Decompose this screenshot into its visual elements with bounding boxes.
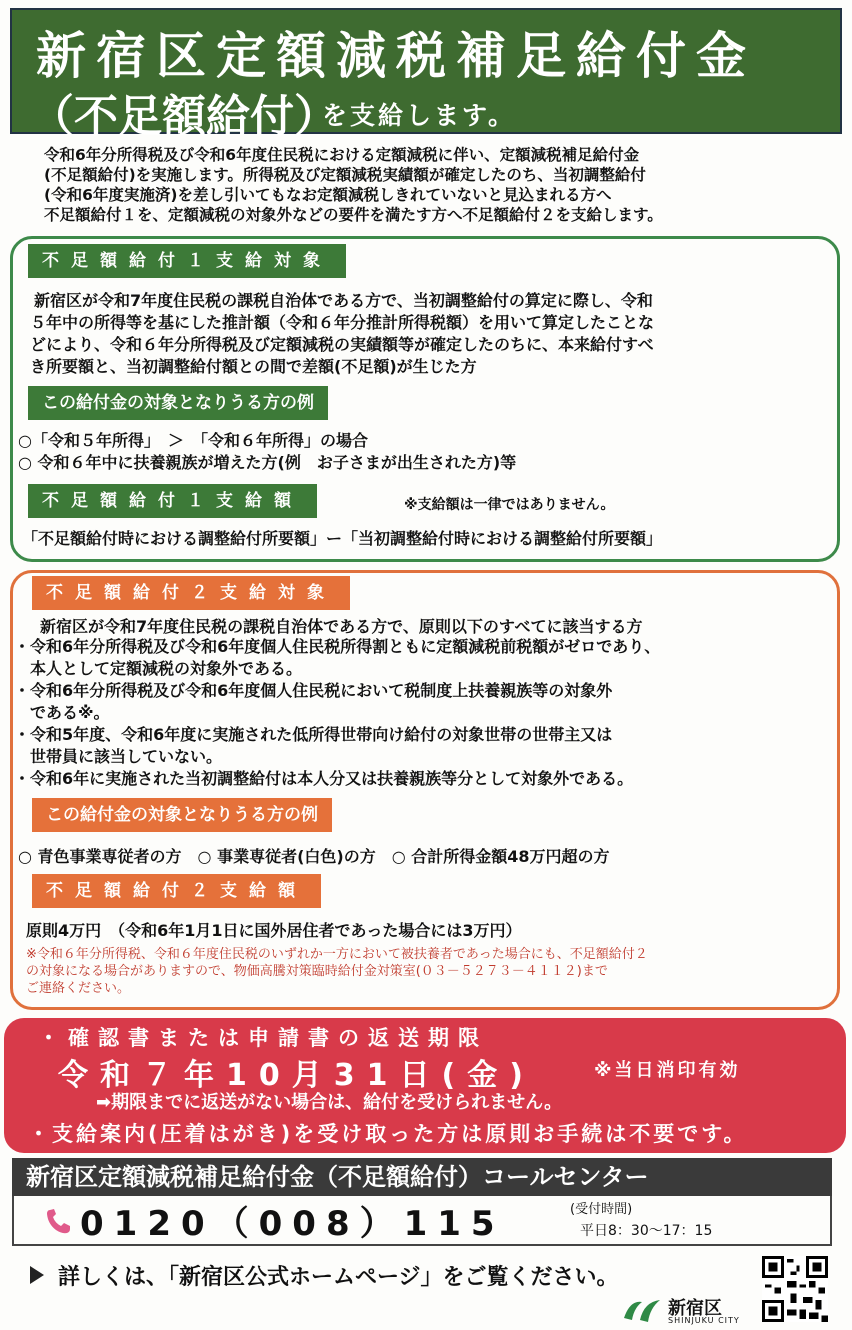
deadline-warning: ➡期限までに返送がない場合は、給付を受けられません。	[96, 1092, 563, 1113]
section2-tag: 不足額給付２支給対象	[32, 576, 350, 610]
hours-label: (受付時間)	[570, 1202, 633, 1217]
condition-line: である※。	[14, 703, 110, 722]
section2-conditions	[14, 636, 660, 790]
condition-line: ・令和6年に実施された当初調整給付は本人分又は扶養親族等分として対象外である。	[14, 769, 634, 788]
qr-code-icon[interactable]	[762, 1256, 828, 1322]
section1-amount-tag: 不足額給付１支給額	[28, 484, 317, 518]
hours-value: 平日8：30～17：15	[580, 1223, 713, 1239]
section1-body-line: ５年中の所得等を基にした推計額（令和６年分推計所得税額）を用いて算定したことな	[30, 313, 655, 332]
note-line: の対象になる場合がありますので、物価高騰対策臨時給付金対策室(０３－５２７３－４１１２)まで	[26, 964, 608, 979]
section1-amount-note: ※支給額は一律ではありません。	[404, 497, 615, 513]
condition-line: ・令和6年分所得税及び令和6年度個人住民税所得割ともに定額減税前税額がゼロであり、	[14, 637, 661, 656]
section2-examples: ○ 青色事業専従者の方 ○ 事業専従者(白色)の方 ○ 合計所得金額48万円超の方	[18, 847, 610, 866]
section1-body	[30, 290, 654, 378]
example-item: ○「令和５年所得」 ＞ 「令和６年所得」の場合	[18, 431, 368, 450]
section2-example-tag: この給付金の対象となりうる方の例	[32, 798, 332, 832]
section1-body-line: どにより、令和６年分所得税及び定額減税の実績額等が確定したのちに、本来給付すべ	[30, 335, 654, 354]
intro-line: 不足額給付１を、定額減税の対象外などの要件を満たす方へ不足額給付２を支給します。	[44, 206, 663, 224]
page-subtitle-suffix: を支給します。	[322, 101, 517, 130]
callcenter-title: 新宿区定額減税補足給付金（不足額給付）コールセンター	[12, 1158, 832, 1196]
intro-line: (令和6年度実施済)を差し引いてもなお定額減税しきれていないと見込まれる方へ	[44, 186, 612, 204]
note-line: ※令和６年分所得税、令和６年度住民税のいずれか一方において被扶養者であった場合にも、不足額給付２	[26, 947, 648, 962]
homepage-link[interactable]: 詳しくは、「新宿区公式ホームページ」をご覧ください。	[58, 1265, 619, 1290]
note-line: ご連絡ください。	[26, 981, 131, 996]
page-title: 新宿区定額減税補足給付金	[36, 27, 756, 85]
page-subtitle: （不足額給付）	[30, 91, 338, 142]
deadline-date: 令和７年10月31日(金)	[58, 1058, 535, 1093]
logo-text: 新宿区	[668, 1298, 722, 1319]
section1-body-line: き所要額と、当初調整給付額との間で差額(不足額)が生じた方	[30, 357, 477, 376]
section2-amount: 原則4万円 （令和6年1月1日に国外居住者であった場合には3万円）	[26, 921, 522, 940]
deadline-notice: ・支給案内(圧着はがき)を受け取った方は原則お手続は不要です。	[28, 1122, 748, 1146]
header-banner	[10, 8, 842, 142]
section1-example-tag: この給付金の対象となりうる方の例	[28, 386, 328, 420]
intro-paragraph	[44, 145, 824, 225]
deadline-heading: ・確認書または申請書の返送期限	[38, 1026, 488, 1050]
condition-line: ・令和6年分所得税及び令和6年度個人住民税において税制度上扶養親族等の対象外	[14, 681, 613, 700]
section1-formula: 「不足額給付時における調整給付所要額」ー「当初調整給付時における調整給付所要額」	[22, 529, 663, 548]
section2-lead: 新宿区が令和7年度住民税の課税自治体である方で、原則以下のすべてに該当する方	[40, 617, 643, 636]
arrow-icon	[30, 1266, 44, 1284]
condition-line: 世帯員に該当していない。	[14, 747, 223, 766]
section1-tag: 不足額給付１支給対象	[28, 244, 346, 278]
logo-subtext: SHINJUKU CITY	[668, 1316, 740, 1325]
section2-note	[26, 946, 648, 997]
intro-line: 令和6年分所得税及び令和6年度住民税における定額減税に伴い、定額減税補足給付金	[44, 146, 640, 164]
section1-body-line: 新宿区が令和7年度住民税の課税自治体である方で、当初調整給付の算定に際し、令和	[34, 291, 653, 310]
callcenter-phone[interactable]: 0120（008）115	[80, 1204, 505, 1244]
section1-examples	[18, 430, 516, 474]
phone-icon	[44, 1206, 74, 1236]
section2-amount-tag: 不足額給付２支給額	[32, 874, 321, 908]
shinjuku-logo-icon	[620, 1294, 666, 1326]
example-item: ○ 令和６年中に扶養親族が増えた方(例 お子さまが出生された方)等	[18, 453, 517, 472]
condition-line: ・令和5年度、令和6年度に実施された低所得世帯向け給付の対象世帯の世帯主又は	[14, 725, 613, 744]
condition-line: 本人として定額減税の対象外である。	[14, 659, 303, 678]
intro-line: (不足額給付)を実施します。所得税及び定額減税実績額が確定したのち、当初調整給付	[44, 166, 646, 184]
postmark-note: ※当日消印有効	[594, 1060, 741, 1081]
